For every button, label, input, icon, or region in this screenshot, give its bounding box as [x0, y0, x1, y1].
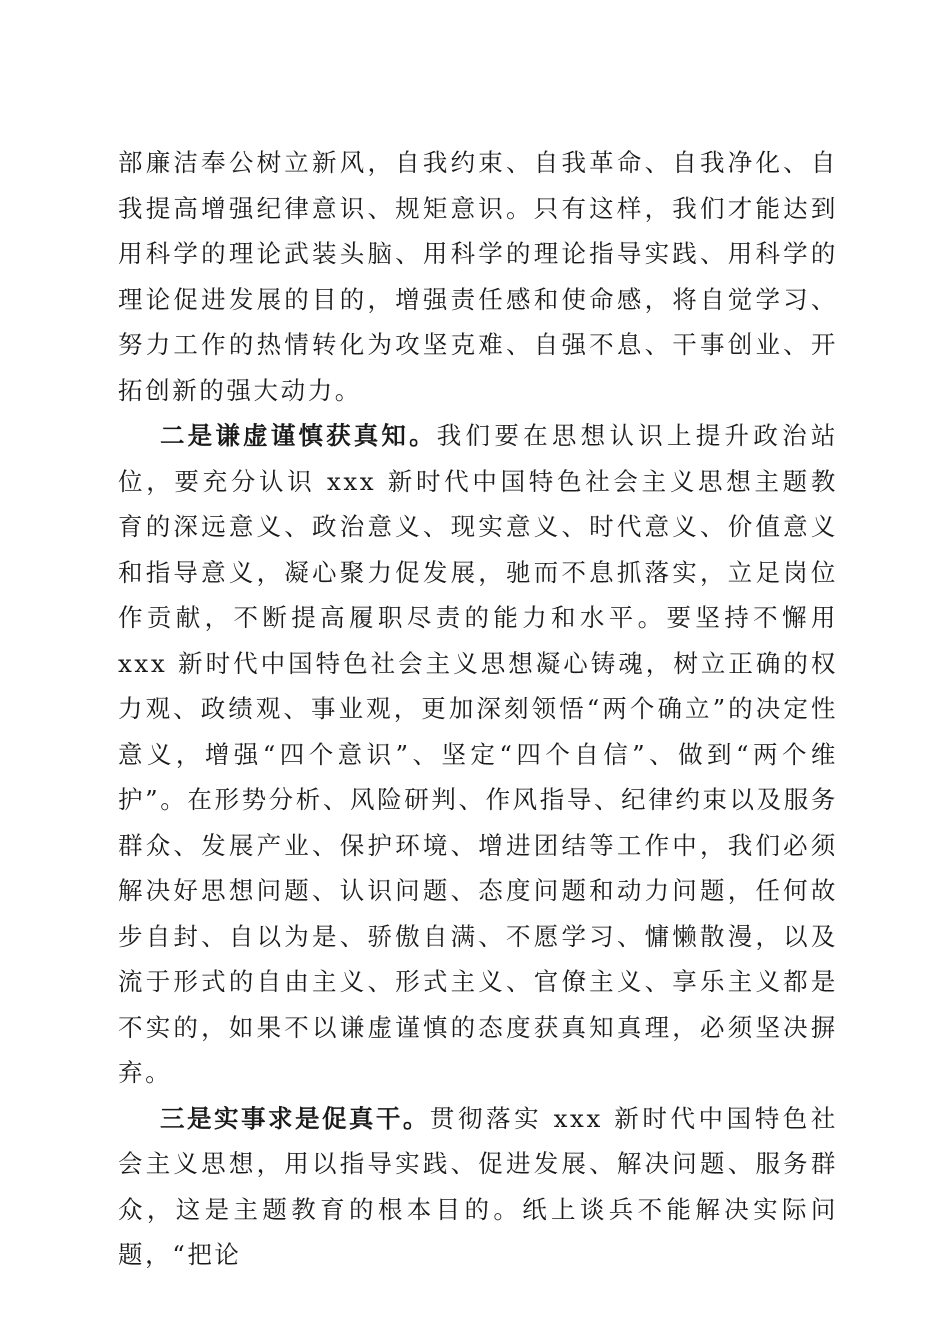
paragraph-lead: 三是实事求是促真干。 — [160, 1103, 430, 1133]
paragraph-lead: 二是谦虚谨慎获真知。 — [160, 421, 437, 450]
paragraph-point-two — [118, 413, 838, 1096]
paragraph-text: 贯彻落实 xxx 新时代中国特色社会主义思想，用以指导实践、促进发展、解决问题、服务群众，这是主题教育的根本目的。纸上谈兵不能解决实际问题，“把论 — [118, 1103, 838, 1269]
document-body — [118, 140, 838, 1278]
paragraph-point-three — [118, 1096, 838, 1278]
paragraph-text: 我们要在思想认识上提升政治站位，要充分认识 xxx 新时代中国特色社会主义思想主题教育的深远意义、政治意义、现实意义、时代意义、价值意义和指导意义，凝心聚力促发展，驰而不息抓落实，立足岗位作贡献，不断提高履职尽责的能力和水平。要坚持不懈用 xxx 新时代中国特色社会主义思想凝心铸魂，树立正确的权力观、政绩观、事业观，更加深刻领悟“两个确立”的决定性意义，增强“四个意识”、坚定“四个自信”、做到“两个维护”。在形势分析、风险研判、作风指导、纪律约束以及服务群众、发展产业、保护环境、增进团结等工作中，我们必须解决好思想问题、认识问题、态度问题和动力问题，任何故步自封、自以为是、骄傲自满、不愿学习、慵懒散漫，以及流于形式的自由主义、形式主义、官僚主义、享乐主义都是不实的，如果不以谦虚谨慎的态度获真知真理，必须坚决摒弃。 — [118, 421, 838, 1087]
paragraph-continuation — [118, 140, 838, 413]
paragraph-text: 部廉洁奉公树立新风，自我约束、自我革命、自我净化、自我提高增强纪律意识、规矩意识。只有这样，我们才能达到用科学的理论武装头脑、用科学的理论指导实践、用科学的理论促进发展的目的，增强责任感和使命感，将自觉学习、努力工作的热情转化为攻坚克难、自强不息、干事创业、开拓创新的强大动力。 — [118, 148, 838, 405]
